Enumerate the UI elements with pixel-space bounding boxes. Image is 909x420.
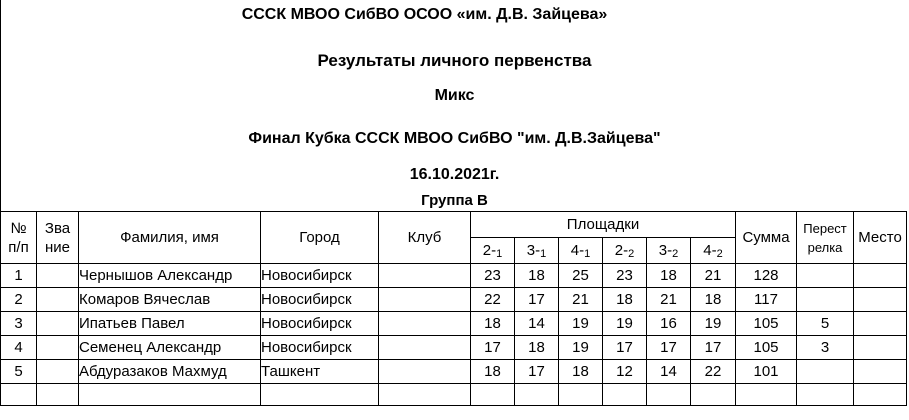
table-row: [1, 264, 907, 288]
col-header-rank: [37, 212, 79, 264]
col-header-rank-line1: Зва: [44, 219, 71, 237]
header-row: [1, 212, 907, 238]
cell-num: 1: [1, 264, 37, 288]
cell-place: [854, 360, 907, 384]
cell-city: Ташкент: [261, 360, 379, 384]
col-header-areas: Площадки: [471, 212, 736, 238]
competition-title: Финал Кубка СССК МВОО СибВО "им. Д.В.Зайцева": [248, 130, 661, 147]
cell-empty: [691, 384, 736, 406]
cell-empty: [647, 384, 691, 406]
area-label: 4-: [570, 241, 585, 259]
cell-score: 21: [647, 288, 691, 312]
cell-empty: [603, 384, 647, 406]
cell-rank: [37, 360, 79, 384]
cell-score: 22: [691, 360, 736, 384]
category-label: Микс: [434, 87, 475, 104]
cell-score: 18: [515, 264, 559, 288]
table-row: [1, 360, 907, 384]
cell-score: 18: [471, 360, 515, 384]
cell-score: 19: [559, 336, 603, 360]
cell-shootoff: [797, 264, 854, 288]
area-label: 2-: [614, 241, 629, 259]
cell-sum: 105: [736, 336, 797, 360]
cell-empty: [471, 384, 515, 406]
cell-sum: 101: [736, 360, 797, 384]
cell-shootoff: [797, 288, 854, 312]
col-header-num: [1, 212, 37, 264]
cell-club: [379, 336, 471, 360]
col-header-rank-line2: ние: [44, 238, 70, 256]
cell-club: [379, 312, 471, 336]
col-header-city: Город: [261, 212, 379, 264]
cell-name: Комаров Вячеслав: [79, 288, 261, 312]
table-row: [1, 336, 907, 360]
col-header-shootoff-line1: Перест: [803, 220, 847, 236]
cell-place: [854, 312, 907, 336]
cell-empty: [797, 384, 854, 406]
area-index: 1: [584, 247, 591, 260]
cell-empty: [736, 384, 797, 406]
cell-city: Новосибирск: [261, 264, 379, 288]
table-row: [1, 288, 907, 312]
cell-score: 16: [647, 312, 691, 336]
cell-score: 17: [471, 336, 515, 360]
cell-empty: [79, 384, 261, 406]
cell-rank: [37, 312, 79, 336]
cell-shootoff: 3: [797, 336, 854, 360]
cell-empty: [559, 384, 603, 406]
cell-name: Чернышов Александр: [79, 264, 261, 288]
col-header-area: [691, 238, 736, 264]
table-row: [1, 312, 907, 336]
cell-score: 18: [559, 360, 603, 384]
area-label: 2-: [482, 241, 497, 259]
cell-score: 23: [603, 264, 647, 288]
cell-num: 4: [1, 336, 37, 360]
cell-score: 17: [647, 336, 691, 360]
cell-rank: [37, 264, 79, 288]
cell-shootoff: [797, 360, 854, 384]
cell-empty: [1, 384, 37, 406]
cell-name: Абдуразаков Махмуд: [79, 360, 261, 384]
cell-name: Ипатьев Павел: [79, 312, 261, 336]
area-label: 3-: [526, 241, 541, 259]
cell-score: 12: [603, 360, 647, 384]
cell-sum: 128: [736, 264, 797, 288]
cell-city: Новосибирск: [261, 336, 379, 360]
cell-rank: [37, 336, 79, 360]
cell-empty: [37, 384, 79, 406]
cell-score: 18: [603, 288, 647, 312]
area-index: 2: [628, 247, 635, 260]
cell-score: 19: [603, 312, 647, 336]
col-header-area: [471, 238, 515, 264]
cell-place: [854, 264, 907, 288]
col-header-shootoff: [797, 212, 854, 264]
cell-score: 17: [515, 360, 559, 384]
area-label: 3-: [658, 241, 673, 259]
results-body: [1, 264, 907, 406]
cell-club: [379, 264, 471, 288]
cell-rank: [37, 288, 79, 312]
area-index: 2: [716, 247, 723, 260]
cell-city: Новосибирск: [261, 288, 379, 312]
area-index: 1: [540, 247, 547, 260]
col-header-area: [647, 238, 691, 264]
cell-sum: 117: [736, 288, 797, 312]
col-header-name: Фамилия, имя: [79, 212, 261, 264]
col-header-area: [603, 238, 647, 264]
col-header-area: [559, 238, 603, 264]
area-index: 2: [672, 247, 679, 260]
cell-place: [854, 288, 907, 312]
cell-empty: [379, 384, 471, 406]
col-header-num-line2: п/п: [8, 238, 29, 256]
cell-score: 17: [515, 288, 559, 312]
cell-score: 19: [691, 312, 736, 336]
cell-score: 22: [471, 288, 515, 312]
cell-name: Семенец Александр: [79, 336, 261, 360]
cell-score: 18: [515, 336, 559, 360]
cell-city: Новосибирск: [261, 312, 379, 336]
cell-score: 17: [691, 336, 736, 360]
cell-score: 17: [603, 336, 647, 360]
cell-score: 14: [515, 312, 559, 336]
cell-empty: [854, 384, 907, 406]
col-header-shootoff-line2: релка: [807, 239, 843, 255]
cell-score: 18: [691, 288, 736, 312]
cell-shootoff: 5: [797, 312, 854, 336]
cell-club: [379, 360, 471, 384]
cell-score: 18: [471, 312, 515, 336]
col-header-place: Место: [854, 212, 907, 264]
cell-score: 19: [559, 312, 603, 336]
cell-place: [854, 336, 907, 360]
cell-score: 21: [559, 288, 603, 312]
cell-score: 18: [647, 264, 691, 288]
competition-date: 16.10.2021г.: [409, 166, 500, 183]
cell-empty: [515, 384, 559, 406]
cell-num: 3: [1, 312, 37, 336]
organization-title: СССК МВОО СибВО ОСОО «им. Д.В. Зайцева»: [241, 6, 608, 23]
col-header-club: Клуб: [379, 212, 471, 264]
page-title: Результаты личного первенства: [317, 51, 592, 70]
col-header-num-line1: №: [10, 219, 27, 237]
empty-row: [1, 384, 907, 406]
cell-num: 5: [1, 360, 37, 384]
area-label: 4-: [703, 241, 717, 259]
col-header-area: [515, 238, 559, 264]
group-label: Группа В: [421, 192, 488, 209]
cell-score: 21: [691, 264, 736, 288]
cell-empty: [261, 384, 379, 406]
cell-num: 2: [1, 288, 37, 312]
cell-sum: 105: [736, 312, 797, 336]
cell-score: 14: [647, 360, 691, 384]
results-table: [0, 211, 907, 406]
area-index: 1: [496, 247, 503, 260]
cell-score: 23: [471, 264, 515, 288]
col-header-sum: Сумма: [736, 212, 797, 264]
cell-club: [379, 288, 471, 312]
cell-score: 25: [559, 264, 603, 288]
